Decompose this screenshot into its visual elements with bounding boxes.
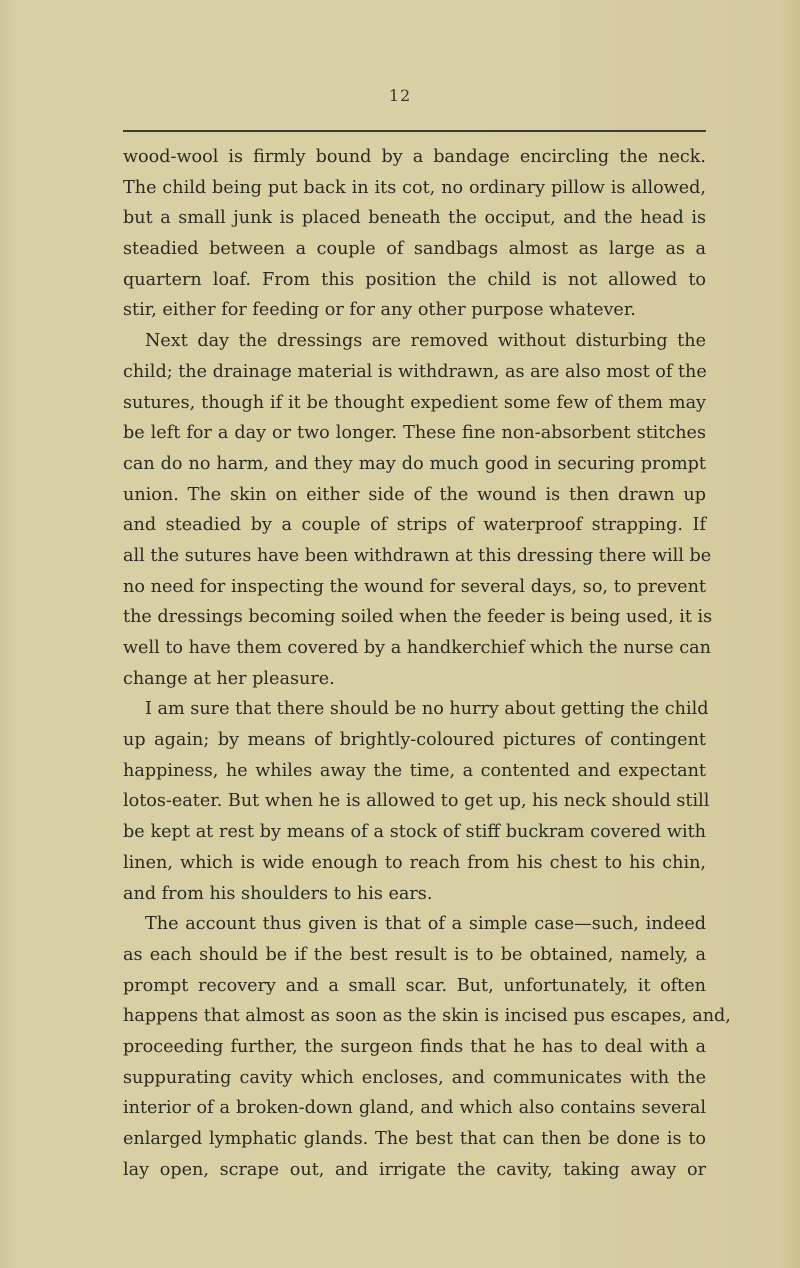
text-line: change at her pleasure. [123, 668, 335, 689]
text-line: suppurating cavity which encloses, and communicates with the [123, 1067, 706, 1088]
text-line: no need for inspecting the wound for several days, so, to prevent [123, 576, 706, 597]
text-line: sutures, though if it be thought expedient some few of them may [123, 392, 706, 413]
text-line: well to have them covered by a handkerchief which the nurse can [123, 638, 711, 658]
text-line: and from his shoulders to his ears. [123, 883, 433, 904]
text-line: prompt recovery and a small scar. But, unfortunately, it often [123, 975, 706, 996]
text-line: be kept at rest by means of a stock of stiff buckram covered with [123, 822, 706, 843]
text-line: up again; by means of brightly-coloured pictures of contingent [123, 730, 706, 751]
body-text [123, 142, 731, 1185]
text-line: proceeding further, the surgeon finds that he has to deal with a [123, 1036, 706, 1057]
text-line: wood-wool is firmly bound by a bandage encircling the neck. [123, 147, 706, 167]
text-line: The account thus given is that of a simple case—such, indeed [145, 914, 706, 935]
text-line: quartern loaf. From this position the child is not allowed to [123, 269, 706, 290]
page-number: 12 [388, 86, 412, 105]
text-line: union. The skin on either side of the wound is then drawn up [123, 484, 706, 505]
text-line: lotos-eater. But when he is allowed to get up, his neck should still [123, 791, 710, 812]
header-rule [123, 130, 706, 132]
text-line: The child being put back in its cot, no ordinary pillow is allowed, [123, 177, 706, 198]
text-line: be left for a day or two longer. These fine non-absorbent stitches [123, 423, 706, 444]
text-line: interior of a broken-down gland, and which also contains several [123, 1098, 706, 1119]
text-line: happens that almost as soon as the skin is incised pus escapes, and, [123, 1006, 731, 1027]
text-line: steadied between a couple of sandbags almost as large as a [123, 239, 706, 260]
text-line: but a small junk is placed beneath the occiput, and the head is [123, 208, 706, 229]
text-line: I am sure that there should be no hurry about getting the child [145, 699, 709, 720]
text-line: the dressings becoming soiled when the feeder is being used, it is [123, 607, 713, 628]
text-line: enlarged lymphatic glands. The best that can then be done is to [123, 1129, 706, 1149]
text-line: lay open, scrape out, and irrigate the cavity, taking away or [123, 1159, 706, 1180]
text-line: can do no harm, and they may do much good in securing prompt [123, 453, 706, 474]
text-line: linen, which is wide enough to reach from his chest to his chin, [123, 852, 706, 873]
text-line: child; the drainage material is withdrawn, as are also most of the [123, 361, 707, 382]
text-line: as each should be if the best result is to be obtained, namely, a [123, 944, 706, 965]
text-line: and steadied by a couple of strips of waterproof strapping. If [123, 515, 706, 536]
text-line: all the sutures have been withdrawn at this dressing there will be [123, 545, 712, 566]
text-line: Next day the dressings are removed without disturbing the [145, 331, 706, 352]
text-line: stir, either for feeding or for any other purpose whatever. [123, 300, 636, 321]
text-line: happiness, he whiles away the time, a contented and expectant [123, 760, 706, 781]
